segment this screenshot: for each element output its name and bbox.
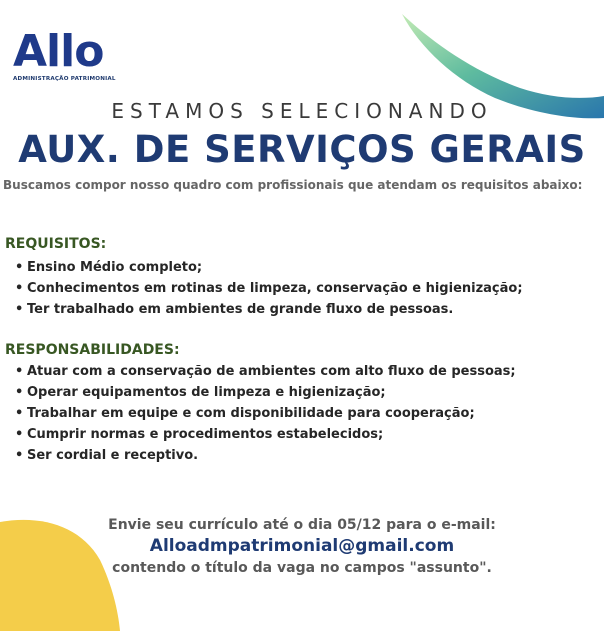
bullet-icon: • <box>15 281 24 296</box>
eyebrow-heading: ESTAMOS SELECIONANDO <box>111 99 493 123</box>
bullet-icon: • <box>15 427 24 442</box>
logo-subtitle: ADMINISTRAÇÃO PATRIMONIAL <box>13 76 116 82</box>
company-logo <box>13 26 123 82</box>
intro-text: Buscamos compor nosso quadro com profissionais que atendam os requisitos abaixo: <box>3 178 583 192</box>
bullet-icon: • <box>15 302 24 317</box>
list-item: • Ter trabalhado em ambientes de grande fluxo de pessoas. <box>15 299 523 320</box>
requisitos-heading: REQUISITOS: <box>5 236 107 252</box>
cta-instruction: Envie seu currículo até o dia 05/12 para o e-mail: <box>108 517 496 533</box>
logo-wordmark: Allo <box>13 26 104 77</box>
list-item: • Cumprir normas e procedimentos estabelecidos; <box>15 424 516 445</box>
bullet-icon: • <box>15 260 24 275</box>
bullet-icon: • <box>15 448 24 463</box>
list-item: • Ensino Médio completo; <box>15 257 523 278</box>
cta-subject-note: contendo o título da vaga no campos "assunto". <box>112 560 492 576</box>
list-item: • Ser cordial e receptivo. <box>15 445 516 466</box>
list-item: • Conhecimentos em rotinas de limpeza, conservação e higienização; <box>15 278 523 299</box>
list-item: • Operar equipamentos de limpeza e higienização; <box>15 382 516 403</box>
responsabilidades-list <box>15 361 516 466</box>
list-item: • Trabalhar em equipe e com disponibilidade para cooperação; <box>15 403 516 424</box>
responsabilidades-heading: RESPONSABILIDADES: <box>5 342 180 358</box>
contact-email[interactable]: Alloadmpatrimonial@gmail.com <box>149 536 455 556</box>
requisitos-list <box>15 257 523 320</box>
list-item: • Atuar com a conservação de ambientes com alto fluxo de pessoas; <box>15 361 516 382</box>
job-title: AUX. DE SERVIÇOS GERAIS <box>18 128 586 171</box>
bullet-icon: • <box>15 364 24 379</box>
bullet-icon: • <box>15 385 24 400</box>
bullet-icon: • <box>15 406 24 421</box>
